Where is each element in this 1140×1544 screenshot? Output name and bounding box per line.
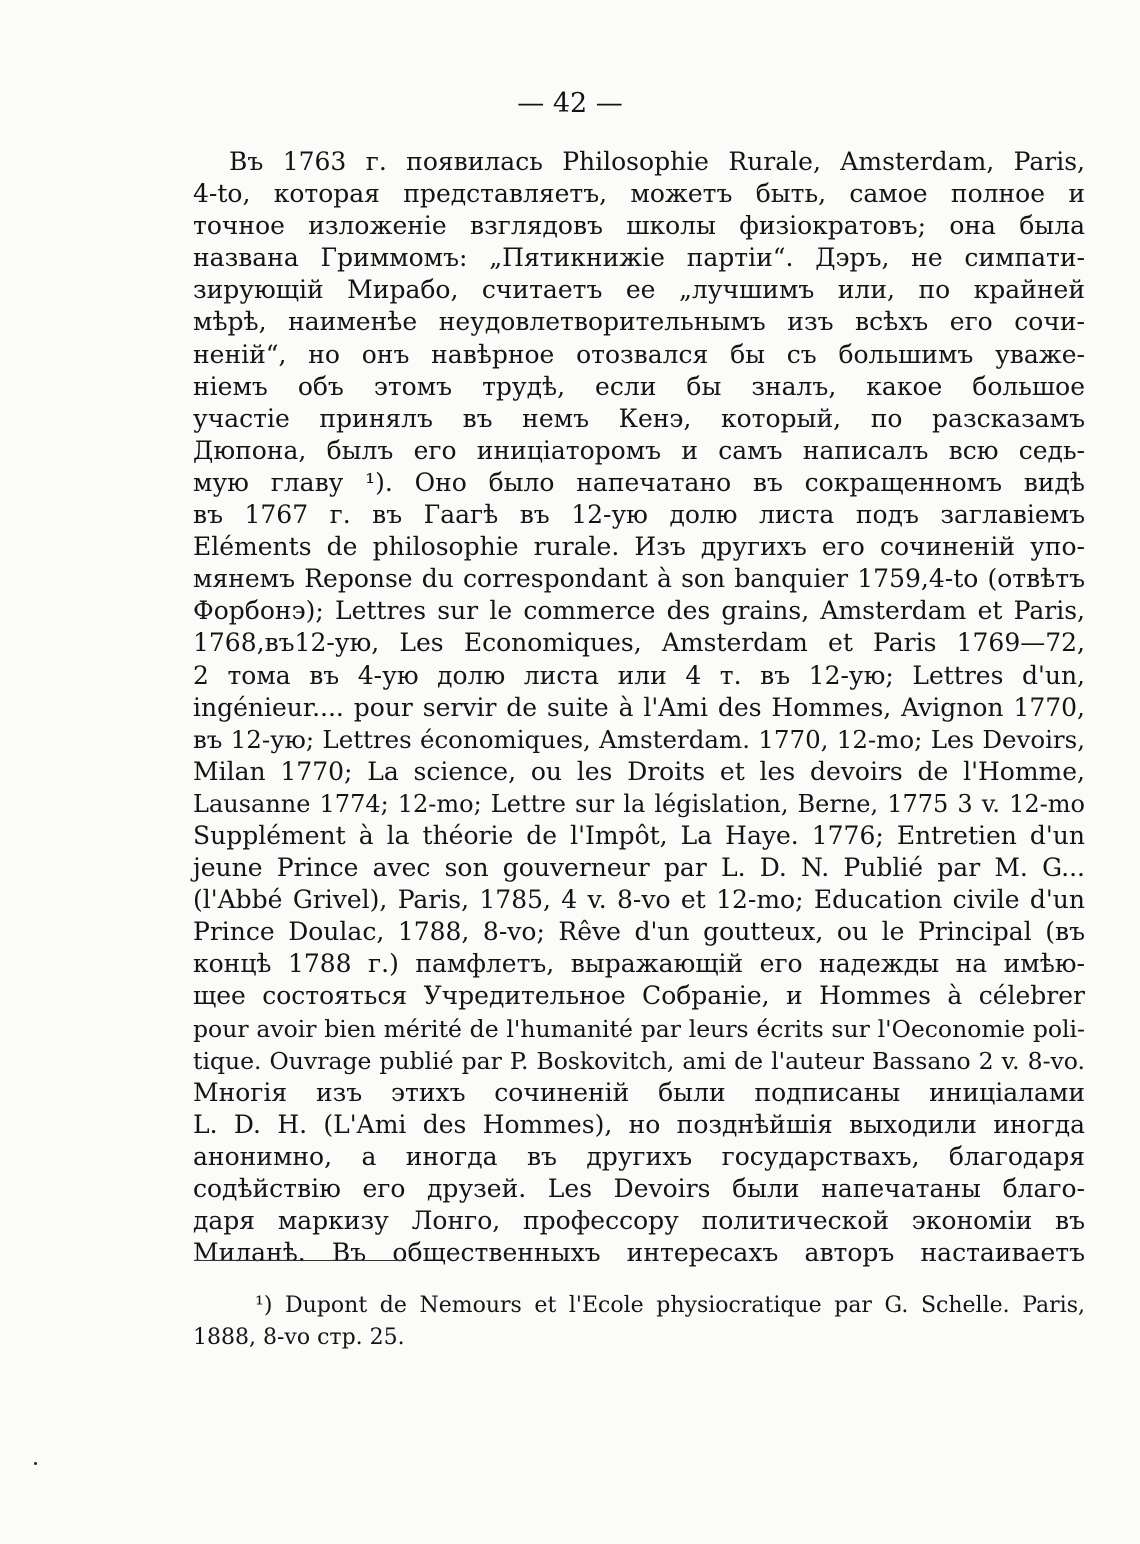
text-line: 4-to, которая представляетъ, можетъ быть, самое полное и — [193, 179, 1085, 209]
text-line: tique. Ouvrage publié par P. Boskovitch, ami de l'auteur Bassano 2 v. 8-vo. — [193, 1046, 1085, 1075]
text-line: Eléments de philosophie rurale. Изъ другихъ его сочиненій упо- — [193, 532, 1085, 562]
text-line: зирующій Мирабо, считаетъ ее „лучшимъ или, по крайней — [193, 275, 1085, 305]
text-line: Форбонэ); Lettres sur le commerce des grains, Amsterdam et Paris, — [193, 596, 1085, 626]
text-line: jeune Prince avec son gouverneur par L. D. N. Publié par M. G... — [193, 853, 1085, 883]
text-line: щее состояться Учредительное Собраніе, и Hommes à célebrer — [193, 981, 1085, 1011]
footnote-line: ¹) Dupont de Nemours et l'Ecole physiocratique par G. Schelle. Paris, — [255, 1293, 1085, 1318]
text-line: pour avoir bien mérité de l'humanité par leurs écrits sur l'Oeconomie poli- — [193, 1014, 1085, 1043]
text-line: Многія изъ этихъ сочиненій были подписаны иниціалами — [193, 1077, 1085, 1107]
text-line: Lausanne 1774; 12-mo; Lettre sur la législation, Berne, 1775 3 v. 12-mo — [193, 789, 1085, 818]
text-line: ніемъ объ этомъ трудѣ, если бы зналъ, какое большое — [193, 371, 1085, 401]
text-line: въ 12-ую; Lettres économiques, Amsterdam. 1770, 12-mo; Les Devoirs, — [193, 724, 1085, 754]
text-line: неній“, но онъ навѣрное отозвался бы съ большимъ уваже- — [193, 339, 1085, 369]
footnote-line: 1888, 8-vo стр. 25. — [193, 1325, 405, 1350]
text-line: въ 1767 г. въ Гаагѣ въ 12-ую долю листа подъ заглавіемъ — [193, 500, 1085, 530]
text-line: мѣрѣ, наименѣе неудовлетворительнымъ изъ всѣхъ его сочи- — [193, 307, 1085, 337]
text-line: Milan 1770; La science, ou les Droits et les devoirs de l'Homme, — [193, 756, 1085, 786]
text-line: концѣ 1788 г.) памфлетъ, выражающій его надежды на имѣю- — [193, 949, 1085, 979]
text-line: Миланѣ. Въ общественныхъ интересахъ авторъ настаиваетъ — [193, 1238, 1085, 1268]
text-line: 2 тома въ 4-ую долю листа или 4 т. въ 12-ую; Lettres d'un, — [193, 660, 1085, 690]
scan-speck — [34, 1462, 37, 1465]
text-line: мую главу ¹). Оно было напечатано въ сокращенномъ видѣ — [193, 467, 1085, 497]
text-line: содѣйствію его друзей. Les Devoirs были напечатаны благо- — [193, 1174, 1085, 1203]
text-line: анонимно, а иногда въ другихъ государствахъ, благодаря — [193, 1141, 1085, 1171]
text-line: Дюпона, былъ его иниціаторомъ и самъ написалъ всю седь- — [193, 435, 1085, 465]
text-line: Prince Doulac, 1788, 8-vo; Rêve d'un goutteux, ou le Principal (въ — [193, 917, 1085, 947]
footnote-divider — [194, 1260, 406, 1261]
text-line: ingénieur.... pour servir de suite à l'Ami des Hommes, Avignon 1770, — [193, 692, 1085, 722]
text-line: 1768,въ12-ую, Les Economiques, Amsterdam et Paris 1769—72, — [193, 628, 1085, 658]
text-line: Въ 1763 г. появилась Philosophie Rurale, Amsterdam, Paris, — [229, 147, 1085, 176]
body-text — [193, 146, 1085, 1269]
text-line: мянемъ Reponse du correspondant à son banquier 1759,4-to (отвѣтъ — [193, 564, 1085, 594]
text-line: Supplément à la théorie de l'Impôt, La Haye. 1776; Entretien d'un — [193, 820, 1085, 850]
text-line: (l'Abbé Grivel), Paris, 1785, 4 v. 8-vo et 12-mo; Education civile d'un — [193, 885, 1085, 915]
text-line: точное изложеніе взглядовъ школы физіократовъ; она была — [193, 211, 1085, 241]
text-line: даря маркизу Лонго, профессору политической экономіи въ — [193, 1206, 1085, 1236]
text-line: названа Гриммомъ: „Пятикнижіе партіи“. Дэръ, не симпати- — [193, 243, 1085, 273]
text-line: L. D. H. (L'Ami des Hommes), но позднѣйшія выходили иногда — [193, 1109, 1085, 1139]
footnotes — [193, 1290, 1085, 1354]
text-line: участіе принялъ въ немъ Кенэ, который, по разсказамъ — [193, 403, 1085, 433]
page-number: — 42 — — [517, 88, 623, 119]
